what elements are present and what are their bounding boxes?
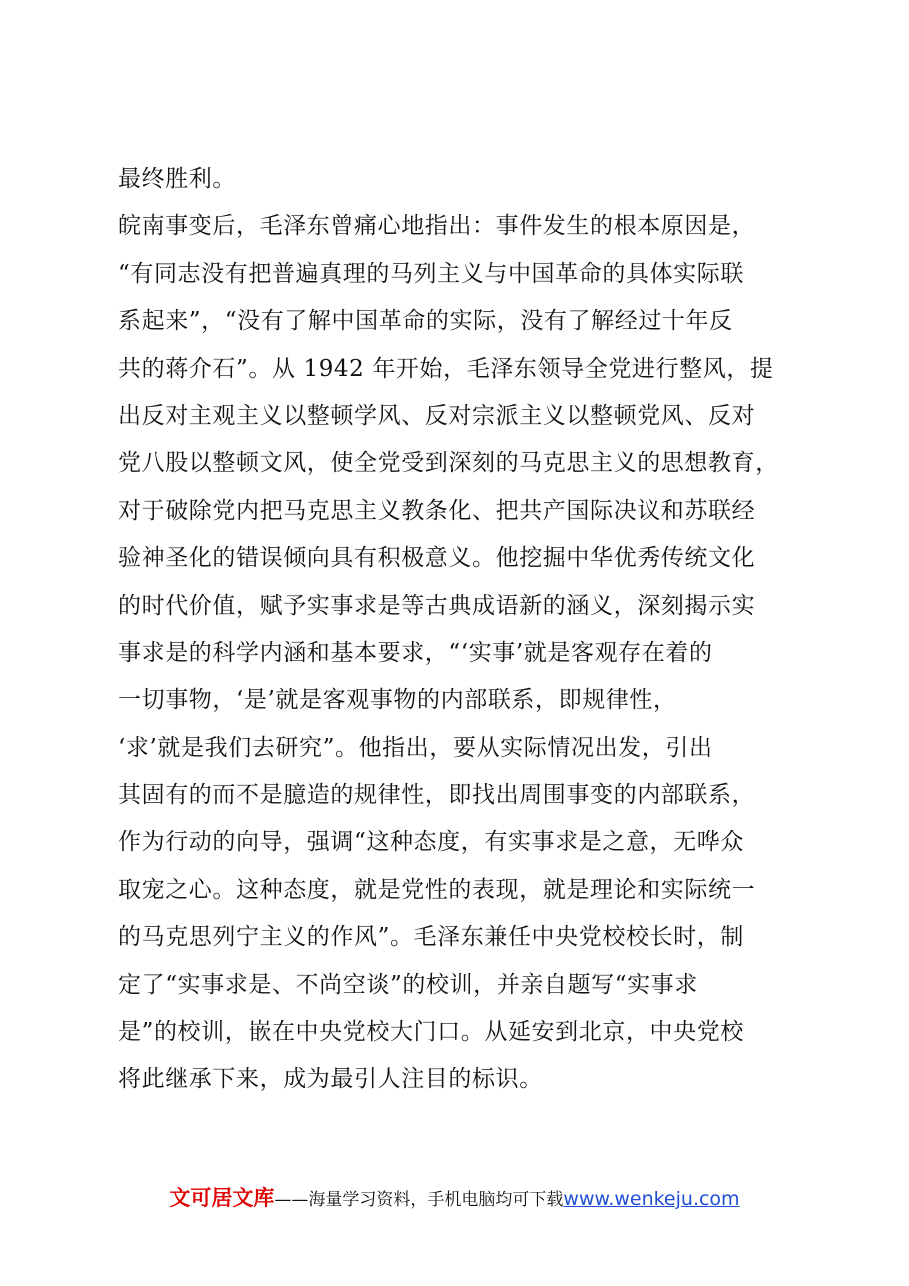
text-line: 共的蒋介石”。从 1942 年开始，毛泽东领导全党进行整风，提 (118, 355, 774, 382)
text-line: 皖南事变后，毛泽东曾痛心地指出：事件发生的根本原因是， (118, 213, 756, 240)
text-line: “有同志没有把普遍真理的马列主义与中国革命的具体实际联 (118, 260, 744, 287)
footer-banner (0, 1182, 909, 1212)
text-line: 出反对主观主义以整顿学风、反对宗派主义以整顿党风、反对 (118, 402, 756, 429)
website-link[interactable]: www.wenkeju.com (563, 1188, 740, 1210)
text-line: 作为行动的向导，强调“这种态度，有实事求是之意，无哗众 (118, 829, 744, 856)
text-line: 是”的校训，嵌在中央党校大门口。从延安到北京，中央党校 (118, 1019, 744, 1046)
footer-tagline: ——海量学习资料，手机电脑均可下载 (274, 1190, 564, 1210)
text-line: 定了“实事求是、不尚空谈”的校训，并亲自题写“实事求 (118, 971, 698, 998)
text-line: 其固有的而不是臆造的规律性，即找出周围事变的内部联系， (118, 782, 756, 809)
text-line: 的时代价值，赋予实事求是等古典成语新的涵义，深刻揭示实 (118, 592, 756, 619)
text-line: 事求是的科学内涵和基本要求，“‘实事’就是客观存在着的 (118, 639, 713, 666)
text-line: 最终胜利。 (118, 166, 236, 192)
text-line: 验神圣化的错误倾向具有积极意义。他挖掘中华优秀传统文化 (118, 545, 756, 572)
text-line: 系起来”，“没有了解中国革命的实际，没有了解经过十年反 (118, 308, 733, 335)
text-line: ‘求’就是我们去研究”。他指出，要从实际情况出发，引出 (118, 734, 713, 761)
document-body (118, 156, 808, 1104)
text-line: 党八股以整顿文风，使全党受到深刻的马克思主义的思想教育， (118, 450, 779, 477)
text-line: 的马克思列宁主义的作风”。毛泽东兼任中央党校校长时，制 (118, 924, 744, 951)
text-line: 对于破除党内把马克思主义教条化、把共产国际决议和苏联经 (118, 497, 756, 524)
text-line: 取宠之心。这种态度，就是党性的表现，就是理论和实际统一 (118, 876, 756, 903)
text-line: 一切事物，‘是’就是客观事物的内部联系，即规律性， (118, 687, 677, 714)
text-line: 将此继承下来，成为最引人注目的标识。 (118, 1066, 543, 1093)
brand-name: 文可居文库 (169, 1186, 275, 1210)
